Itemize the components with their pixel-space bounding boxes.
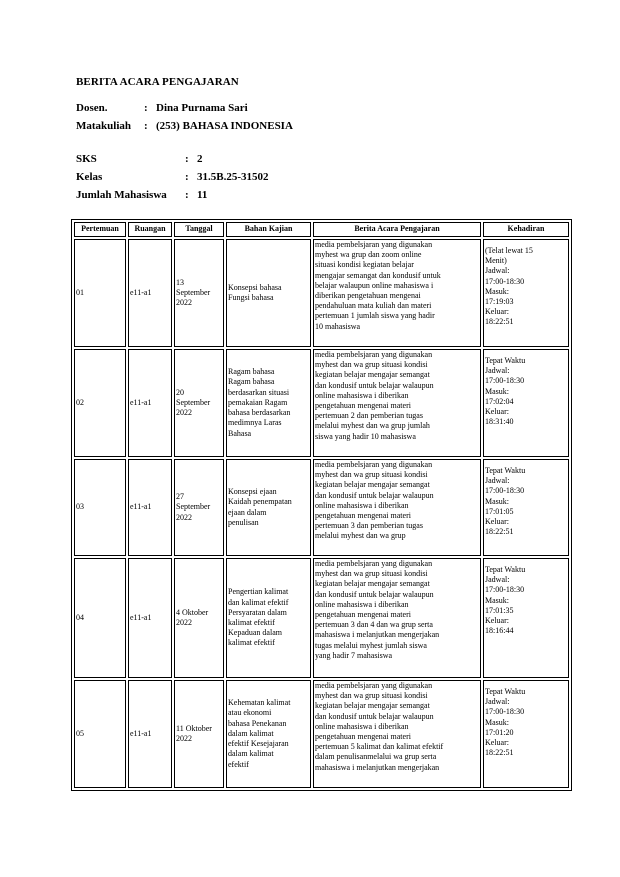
cell-bahan-kajian-line: Fungsi bahasa	[228, 293, 274, 302]
cell-berita-acara-line: diberikan pengetahuan mengenai	[315, 291, 421, 301]
cell-kehadiran	[483, 459, 569, 556]
cell-berita-acara-line: tugas melalui myhest jumlah siswa	[315, 640, 427, 650]
cell-bahan-kajian-line: efektif	[228, 759, 249, 769]
cell-berita-acara-line: pengetahuan mengenai materi	[315, 610, 411, 620]
sks-value: 2	[197, 153, 203, 165]
cell-kehadiran	[483, 349, 569, 457]
cell-berita-acara-line: pengetahuan mengenai materi	[315, 732, 411, 742]
cell-kehadiran-line: Masuk:	[485, 496, 509, 506]
cell-berita-acara-line: media pembelsjaran yang digunakan	[315, 559, 433, 568]
cell-berita-acara-line: kegiatan belajar mengajar semangat	[315, 701, 430, 711]
cell-tanggal-line: 2022	[176, 618, 192, 627]
cell-bahan-kajian-line: pemakaian Ragam	[228, 397, 288, 407]
cell-tanggal	[174, 349, 224, 457]
cell-berita-acara-line: myhest dan wa grup situasi kondisi	[315, 470, 428, 480]
cell-kehadiran-line: 17:00-18:30	[485, 707, 525, 717]
cell-bahan-kajian-line: penulisan	[228, 517, 259, 527]
cell-kehadiran-line: 17:19:03	[485, 297, 514, 307]
cell-bahan-kajian-line: efektif Kesejajaran	[228, 739, 289, 749]
cell-berita-acara-line: dan kondusif untuk belajar walaupun	[315, 589, 434, 599]
cell-bahan-kajian-line: Kepaduan dalam	[228, 628, 282, 638]
cell-ruangan	[128, 349, 172, 457]
cell-kehadiran-line: Jadwal:	[485, 476, 510, 486]
cell-berita-acara-line: online mahasiswa i diberikan	[315, 599, 409, 609]
cell-kehadiran-line: (Telat lewat 15	[485, 246, 533, 255]
cell-tanggal-line: 2022	[176, 298, 192, 308]
document-title: BERITA ACARA PENGAJARAN	[76, 76, 239, 88]
cell-pertemuan-text: 03	[76, 502, 84, 512]
cell-pertemuan	[74, 349, 126, 457]
kelas-label: Kelas	[76, 171, 103, 183]
table-row	[74, 558, 569, 678]
cell-ruangan-text: e11-a1	[130, 287, 152, 297]
kelas-value: 31.5B.25-31502	[197, 171, 269, 183]
table-row	[74, 349, 569, 457]
header-tanggal: Tanggal	[174, 222, 224, 237]
cell-bahan-kajian-line: Persyaratan dalam	[228, 607, 287, 617]
cell-berita-acara-line: online mahasiswa i diberikan	[315, 500, 409, 510]
cell-berita-acara-line: myhest wa grup dan zoom online	[315, 250, 422, 260]
cell-tanggal-line: September	[176, 287, 211, 297]
cell-tanggal-line: 11 Oktober	[176, 723, 212, 733]
cell-tanggal	[174, 239, 224, 347]
cell-bahan-kajian-line: bahasa berdasarkan	[228, 408, 291, 418]
cell-bahan-kajian	[226, 239, 311, 347]
cell-berita-acara-line: melalui myhest dan wa grup	[315, 531, 406, 541]
jumlah-label: Jumlah Mahasiswa	[76, 189, 167, 201]
cell-tanggal-line: 2022	[176, 512, 192, 522]
cell-bahan-kajian-line: Kaidah penempatan	[228, 497, 292, 507]
cell-kehadiran-line: 17:01:20	[485, 727, 514, 737]
cell-bahan-kajian-line: berdasarkan situasi	[228, 387, 290, 397]
cell-berita-acara	[313, 239, 481, 347]
cell-bahan-kajian-line: dan kalimat efektif	[228, 597, 289, 607]
cell-kehadiran-line: Keluar:	[485, 407, 509, 417]
cell-kehadiran-line: 17:01:35	[485, 605, 514, 615]
cell-berita-acara-line: pengetahuan mengenai materi	[315, 511, 411, 521]
cell-tanggal-line: 2022	[176, 734, 192, 743]
sks-label: SKS	[76, 153, 97, 165]
jumlah-line: Jumlah Mahasiswa : 11	[76, 189, 208, 201]
cell-bahan-kajian-line: Kehematan kalimat	[228, 698, 291, 708]
cell-bahan-kajian-line: Pengertian kalimat	[228, 587, 289, 597]
cell-berita-acara-line: media pembelsjaran yang digunakan	[315, 681, 433, 690]
cell-kehadiran-line: 18:16:44	[485, 626, 514, 636]
cell-kehadiran-line: 18:31:40	[485, 417, 514, 427]
cell-berita-acara-line: media pembelsjaran yang digunakan	[315, 240, 433, 249]
cell-tanggal-line: 13	[176, 277, 184, 287]
cell-ruangan	[128, 459, 172, 556]
header-berita-acara: Berita Acara Pengajaran	[313, 222, 481, 237]
cell-tanggal-line: 4 Oktober	[176, 607, 209, 617]
cell-berita-acara-line: pertemuan 5 kalimat dan kalimat efektif	[315, 742, 444, 752]
cell-pertemuan-text: 02	[76, 397, 84, 407]
cell-ruangan-text: e11-a1	[130, 502, 152, 512]
jumlah-value: 11	[197, 189, 208, 201]
cell-berita-acara-line: dalam penulisanmelalui wa grup serta	[315, 752, 437, 762]
cell-berita-acara-line: pertemuan 3 dan 4 dan wa grup serta	[315, 620, 433, 630]
cell-tanggal-line: 2022	[176, 408, 192, 418]
cell-kehadiran-line: Menit)	[485, 256, 507, 266]
cell-berita-acara-line: mahasiswa i melanjutkan mengerjakan	[315, 762, 440, 772]
cell-berita-acara-line: dan kondusif untuk belajar walaupun	[315, 380, 434, 390]
cell-tanggal	[174, 558, 224, 678]
table-row	[74, 239, 569, 347]
cell-ruangan	[128, 680, 172, 788]
cell-bahan-kajian-line: bahasa Penekanan	[228, 718, 287, 728]
cell-bahan-kajian-line: Bahasa	[228, 428, 252, 438]
cell-kehadiran-line: 18:22:51	[485, 527, 514, 537]
cell-berita-acara-line: belajar walaupun online mahasiswa i	[315, 280, 434, 290]
attendance-table	[71, 219, 572, 791]
cell-berita-acara-line: pendahuluan mata kuliah dan materi	[315, 301, 432, 311]
cell-kehadiran-line: Tepat Waktu	[485, 466, 526, 475]
matakuliah-value: (253) BAHASA INDONESIA	[156, 120, 293, 132]
dosen-label: Dosen	[76, 102, 105, 114]
cell-kehadiran-line: Tepat Waktu	[485, 687, 526, 696]
cell-kehadiran-line: 17:02:04	[485, 396, 514, 406]
cell-berita-acara-line: kegiatan belajar mengajar semangat	[315, 480, 430, 490]
cell-berita-acara-line: pertemuan 3 dan pemberian tugas	[315, 521, 423, 531]
cell-kehadiran-line: Masuk:	[485, 386, 509, 396]
cell-berita-acara	[313, 680, 481, 788]
cell-berita-acara-line: 10 mahasiswa	[315, 321, 361, 331]
cell-berita-acara-line: situasi kondisi kegiatan belajar	[315, 260, 414, 270]
cell-kehadiran-line: Jadwal:	[485, 266, 510, 276]
cell-tanggal-line: September	[176, 502, 211, 512]
cell-berita-acara	[313, 349, 481, 457]
cell-pertemuan	[74, 558, 126, 678]
table-row	[74, 459, 569, 556]
header-kehadiran: Kehadiran	[483, 222, 569, 237]
cell-bahan-kajian-line: Konsepsi ejaan	[228, 487, 277, 497]
cell-tanggal	[174, 680, 224, 788]
cell-bahan-kajian	[226, 558, 311, 678]
cell-kehadiran	[483, 680, 569, 788]
cell-kehadiran-line: Keluar:	[485, 307, 509, 317]
cell-kehadiran-line: Jadwal:	[485, 697, 510, 707]
cell-bahan-kajian-line: Ragam bahasa	[228, 377, 275, 387]
cell-ruangan	[128, 558, 172, 678]
cell-bahan-kajian	[226, 349, 311, 457]
cell-kehadiran-line: Keluar:	[485, 616, 509, 626]
cell-kehadiran-line: 18:22:51	[485, 317, 514, 327]
cell-kehadiran-line: Masuk:	[485, 717, 509, 727]
cell-ruangan-text: e11-a1	[130, 728, 152, 738]
cell-bahan-kajian-line: kalimat efektif	[228, 638, 275, 648]
cell-berita-acara-line: dan kondusif untuk belajar walaupun	[315, 711, 434, 721]
cell-berita-acara-line: online mahasiswa i diberikan	[315, 721, 409, 731]
cell-berita-acara-line: myhest dan wa grup situasi kondisi	[315, 569, 428, 579]
cell-berita-acara	[313, 459, 481, 556]
cell-berita-acara-line: pengetahuan mengenai materi	[315, 401, 411, 411]
cell-berita-acara-line: mengajar semangat dan kondusif untuk	[315, 270, 441, 280]
cell-kehadiran-line: 17:00-18:30	[485, 376, 525, 386]
cell-bahan-kajian-line: dalam kalimat	[228, 749, 274, 759]
cell-kehadiran-line: Tepat Waktu	[485, 356, 526, 365]
cell-berita-acara-line: pertemuan 2 dan pemberian tugas	[315, 411, 423, 421]
cell-berita-acara-line: siswa yang hadir 10 mahasiswa	[315, 431, 416, 441]
cell-berita-acara	[313, 558, 481, 678]
kelas-line: Kelas : 31.5B.25-31502	[76, 171, 269, 183]
cell-kehadiran	[483, 558, 569, 678]
cell-bahan-kajian-line: medimnya Laras	[228, 418, 282, 428]
cell-kehadiran-line: Jadwal:	[485, 366, 510, 376]
cell-tanggal-line: 27	[176, 492, 184, 502]
cell-kehadiran-line: 17:01:05	[485, 506, 514, 516]
sks-line: SKS : 2	[76, 153, 203, 165]
cell-pertemuan	[74, 239, 126, 347]
cell-kehadiran-line: Tepat Waktu	[485, 565, 526, 574]
cell-pertemuan	[74, 680, 126, 788]
cell-berita-acara-line: melalui myhest dan wa grup jumlah	[315, 421, 430, 431]
cell-berita-acara-line: yang hadir 7 mahasiswa	[315, 650, 393, 660]
header-pertemuan: Pertemuan	[74, 222, 126, 237]
cell-kehadiran-line: 17:00-18:30	[485, 486, 525, 496]
cell-berita-acara-line: kegiatan belajar mengajar semangat	[315, 370, 430, 380]
cell-kehadiran-line: Keluar:	[485, 738, 509, 748]
cell-ruangan	[128, 239, 172, 347]
header-ruangan: Ruangan	[128, 222, 172, 237]
cell-pertemuan-text: 01	[76, 287, 84, 297]
table-header-row	[74, 222, 569, 237]
cell-berita-acara-line: pertemuan 1 jumlah siswa yang hadir	[315, 311, 435, 321]
cell-kehadiran-line: Jadwal:	[485, 575, 510, 585]
cell-bahan-kajian-line: atau ekonomi	[228, 708, 272, 718]
cell-berita-acara-line: myhest dan wa grup situasi kondisi	[315, 360, 428, 370]
cell-tanggal-line: 20	[176, 387, 184, 397]
cell-bahan-kajian-line: Ragam bahasa	[228, 367, 275, 377]
cell-ruangan-text: e11-a1	[130, 612, 152, 622]
cell-kehadiran-line: 18:22:51	[485, 748, 514, 758]
cell-ruangan-text: e11-a1	[130, 397, 152, 407]
table-row	[74, 680, 569, 788]
cell-bahan-kajian	[226, 680, 311, 788]
matakuliah-label: Matakuliah	[76, 120, 132, 132]
cell-bahan-kajian-line: kalimat efektif	[228, 618, 275, 627]
cell-berita-acara-line: online mahasiswa i diberikan	[315, 390, 409, 400]
dosen-line: Dosen. : Dina Purnama Sari	[76, 102, 248, 114]
cell-berita-acara-line: kegiatan belajar mengajar semangat	[315, 579, 430, 589]
cell-kehadiran	[483, 239, 569, 347]
cell-tanggal-line: September	[176, 397, 211, 407]
dosen-value: Dina Purnama Sari	[156, 102, 248, 114]
cell-kehadiran-line: Keluar:	[485, 517, 509, 527]
header-bahan-kajian: Bahan Kajian	[226, 222, 311, 237]
cell-pertemuan	[74, 459, 126, 556]
cell-berita-acara-line: mahasiswa i melanjutkan mengerjakan	[315, 630, 440, 640]
cell-pertemuan-text: 05	[76, 728, 84, 738]
cell-kehadiran-line: Masuk:	[485, 286, 509, 296]
cell-bahan-kajian	[226, 459, 311, 556]
cell-pertemuan-text: 04	[76, 612, 84, 622]
cell-tanggal	[174, 459, 224, 556]
cell-berita-acara-line: dan kondusif untuk belajar walaupun	[315, 490, 434, 500]
cell-berita-acara-line: media pembelsjaran yang digunakan	[315, 460, 433, 469]
cell-kehadiran-line: 17:00-18:30	[485, 276, 525, 286]
cell-kehadiran-line: 17:00-18:30	[485, 585, 525, 595]
cell-berita-acara-line: myhest dan wa grup situasi kondisi	[315, 691, 428, 701]
cell-bahan-kajian-line: ejaan dalam	[228, 507, 267, 517]
cell-bahan-kajian-line: Konsepsi bahasa	[228, 282, 282, 292]
cell-bahan-kajian-line: dalam kalimat	[228, 728, 274, 738]
matakuliah-line: Matakuliah : (253) BAHASA INDONESIA	[76, 120, 293, 132]
cell-kehadiran-line: Masuk:	[485, 595, 509, 605]
cell-berita-acara-line: media pembelsjaran yang digunakan	[315, 350, 433, 359]
